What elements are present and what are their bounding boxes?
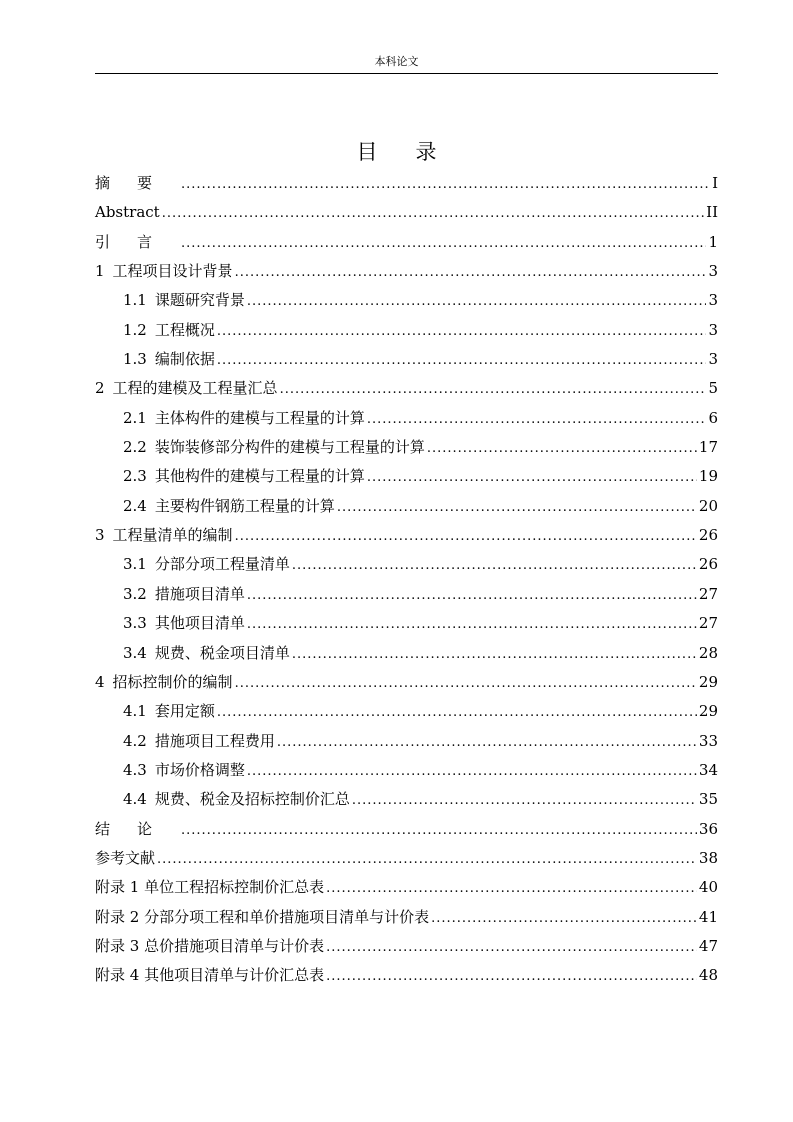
toc-dot-leader <box>247 610 697 639</box>
toc-entry-number: 2.4 <box>123 496 147 515</box>
header-rule <box>95 73 718 74</box>
toc-dot-leader <box>326 874 697 903</box>
toc-entry-number: 3.3 <box>123 614 147 633</box>
toc-entry-title: 摘要 <box>95 174 180 192</box>
toc-entry[interactable] <box>95 228 718 257</box>
toc-entry-title: Abstract <box>95 203 160 222</box>
toc-entry[interactable] <box>95 198 718 227</box>
toc-entry-title: 工程量清单的编制 <box>112 526 233 545</box>
toc-entry-page: 33 <box>698 731 718 750</box>
toc-entry[interactable] <box>95 374 718 403</box>
toc-dot-leader <box>352 786 697 815</box>
toc-entry-title: 主体构件的建模与工程量的计算 <box>154 408 365 427</box>
toc-entry-page: 40 <box>698 878 718 897</box>
toc-entry[interactable] <box>95 756 718 785</box>
toc-entry-title: 主要构件钢筋工程量的计算 <box>154 496 335 515</box>
toc-dot-leader <box>247 287 707 316</box>
toc-dot-leader <box>292 640 697 669</box>
toc-dot-leader <box>217 698 697 727</box>
toc-entry-page: 35 <box>698 790 718 809</box>
toc-entry-number: 1 <box>95 262 105 281</box>
toc-entry-page: 1 <box>708 232 718 251</box>
toc-entry-title: 套用定额 <box>154 702 215 721</box>
toc-entry[interactable] <box>95 609 718 638</box>
toc-entry[interactable] <box>95 257 718 286</box>
toc-entry-title: 装饰装修部分构件的建模与工程量的计算 <box>154 438 425 457</box>
toc-entry-number: 2.2 <box>123 438 147 457</box>
toc-entry[interactable] <box>95 639 718 668</box>
toc-entry[interactable] <box>95 492 718 521</box>
toc-entry-title: 附录 3 总价措施项目清单与计价表 <box>95 936 325 955</box>
toc-entry-number: 3.2 <box>123 584 147 603</box>
toc-entry-page: 28 <box>698 643 718 662</box>
toc-dot-leader <box>157 845 697 874</box>
toc-entry-number: 3.4 <box>123 643 147 662</box>
toc-entry-title: 结论 <box>95 819 180 838</box>
toc-entry[interactable] <box>95 580 718 609</box>
toc-entry[interactable] <box>95 844 718 873</box>
toc-dot-leader <box>326 933 697 962</box>
toc-entry[interactable] <box>95 932 718 961</box>
toc-dot-leader <box>247 581 697 610</box>
toc-entry-number: 4.1 <box>123 702 147 721</box>
toc-entry-number: 4.4 <box>123 790 147 809</box>
toc-dot-leader <box>181 170 710 199</box>
toc-dot-leader <box>235 522 697 551</box>
toc-entry-number: 1.3 <box>123 350 147 369</box>
toc-dot-leader <box>217 346 707 375</box>
toc-entry-page: 3 <box>708 320 718 339</box>
toc-entry-title: 市场价格调整 <box>154 760 245 779</box>
toc-dot-leader <box>427 434 697 463</box>
toc-entry-title: 规费、税金及招标控制价汇总 <box>154 790 350 809</box>
toc-entry[interactable] <box>95 169 718 198</box>
toc-entry-title: 课题研究背景 <box>154 291 245 310</box>
toc-entry[interactable] <box>95 903 718 932</box>
toc-entry-page: 47 <box>698 936 718 955</box>
toc-dot-leader <box>181 816 697 845</box>
toc-entry-number: 4.2 <box>123 731 147 750</box>
toc-entry-page: 3 <box>708 350 718 369</box>
toc-entry-page: 41 <box>698 907 718 926</box>
toc-entry-title: 其他构件的建模与工程量的计算 <box>154 467 365 486</box>
toc-entry[interactable] <box>95 815 718 844</box>
toc-entry-page: 6 <box>708 408 718 427</box>
toc-entry-page: 3 <box>708 291 718 310</box>
toc-entry-title: 编制依据 <box>154 350 215 369</box>
toc-entry-title: 招标控制价的编制 <box>112 672 233 691</box>
toc-entry-page: II <box>706 203 718 222</box>
toc-entry-page: 29 <box>698 672 718 691</box>
toc-entry[interactable] <box>95 550 718 579</box>
toc-dot-leader <box>367 463 697 492</box>
toc-entry[interactable] <box>95 433 718 462</box>
toc-entry[interactable] <box>95 961 718 990</box>
running-header: 本科论文 <box>374 55 419 68</box>
toc-dot-leader <box>181 229 706 258</box>
toc-entry-page: 26 <box>698 526 718 545</box>
toc-dot-leader <box>337 493 697 522</box>
toc-list <box>95 169 718 991</box>
toc-entry-number: 2 <box>95 379 105 398</box>
toc-entry-number: 1.1 <box>123 291 147 310</box>
toc-entry-page: 38 <box>698 848 718 867</box>
toc-entry-number: 3.1 <box>123 555 147 574</box>
toc-entry-page: 36 <box>698 819 718 838</box>
toc-entry-page: 5 <box>708 379 718 398</box>
toc-entry[interactable] <box>95 668 718 697</box>
toc-entry-number: 4 <box>95 672 105 691</box>
toc-entry[interactable] <box>95 316 718 345</box>
toc-entry-title: 工程的建模及工程量汇总 <box>112 379 278 398</box>
toc-dot-leader <box>247 757 697 786</box>
toc-entry-page: I <box>712 174 718 192</box>
toc-entry-page: 19 <box>698 467 718 486</box>
toc-entry-page: 20 <box>698 496 718 515</box>
toc-entry-title: 其他项目清单 <box>154 614 245 633</box>
toc-dot-leader <box>431 904 697 933</box>
toc-title: 目录 <box>356 140 475 164</box>
toc-entry[interactable] <box>95 462 718 491</box>
toc-entry-title: 规费、税金项目清单 <box>154 643 290 662</box>
toc-entry[interactable] <box>95 521 718 550</box>
toc-entry-page: 34 <box>698 760 718 779</box>
toc-entry-title: 参考文献 <box>95 848 156 867</box>
toc-entry[interactable] <box>95 404 718 433</box>
toc-entry-title: 工程概况 <box>154 320 215 339</box>
toc-entry-number: 3 <box>95 526 105 545</box>
toc-entry-title: 措施项目清单 <box>154 584 245 603</box>
toc-entry-number: 4.3 <box>123 760 147 779</box>
toc-entry[interactable] <box>95 286 718 315</box>
toc-entry-number: 2.1 <box>123 408 147 427</box>
toc-entry-number: 2.3 <box>123 467 147 486</box>
toc-entry[interactable] <box>95 785 718 814</box>
toc-dot-leader <box>217 317 707 346</box>
toc-entry-title: 附录 2 分部分项工程和单价措施项目清单与计价表 <box>95 907 430 926</box>
toc-dot-leader <box>367 405 707 434</box>
toc-entry-title: 附录 1 单位工程招标控制价汇总表 <box>95 878 325 897</box>
toc-dot-leader <box>292 551 697 580</box>
toc-dot-leader <box>235 669 697 698</box>
toc-entry-page: 27 <box>698 614 718 633</box>
toc-entry[interactable] <box>95 727 718 756</box>
toc-entry[interactable] <box>95 697 718 726</box>
toc-dot-leader <box>326 962 697 991</box>
toc-dot-leader <box>277 728 697 757</box>
toc-entry-page: 17 <box>698 438 718 457</box>
toc-entry-title: 工程项目设计背景 <box>112 262 233 281</box>
toc-entry-title: 分部分项工程量清单 <box>154 555 290 574</box>
toc-dot-leader <box>280 375 707 404</box>
toc-dot-leader <box>235 258 707 287</box>
toc-entry-page: 48 <box>698 966 718 985</box>
toc-entry-page: 26 <box>698 555 718 574</box>
toc-entry-title: 引言 <box>95 232 180 251</box>
toc-entry[interactable] <box>95 345 718 374</box>
toc-dot-leader <box>162 199 704 228</box>
toc-entry-title: 附录 4 其他项目清单与计价汇总表 <box>95 966 325 985</box>
toc-entry-title: 措施项目工程费用 <box>154 731 275 750</box>
toc-entry-page: 27 <box>698 584 718 603</box>
toc-entry-number: 1.2 <box>123 320 147 339</box>
toc-entry-page: 3 <box>708 262 718 281</box>
toc-entry[interactable] <box>95 873 718 902</box>
toc-entry-page: 29 <box>698 702 718 721</box>
